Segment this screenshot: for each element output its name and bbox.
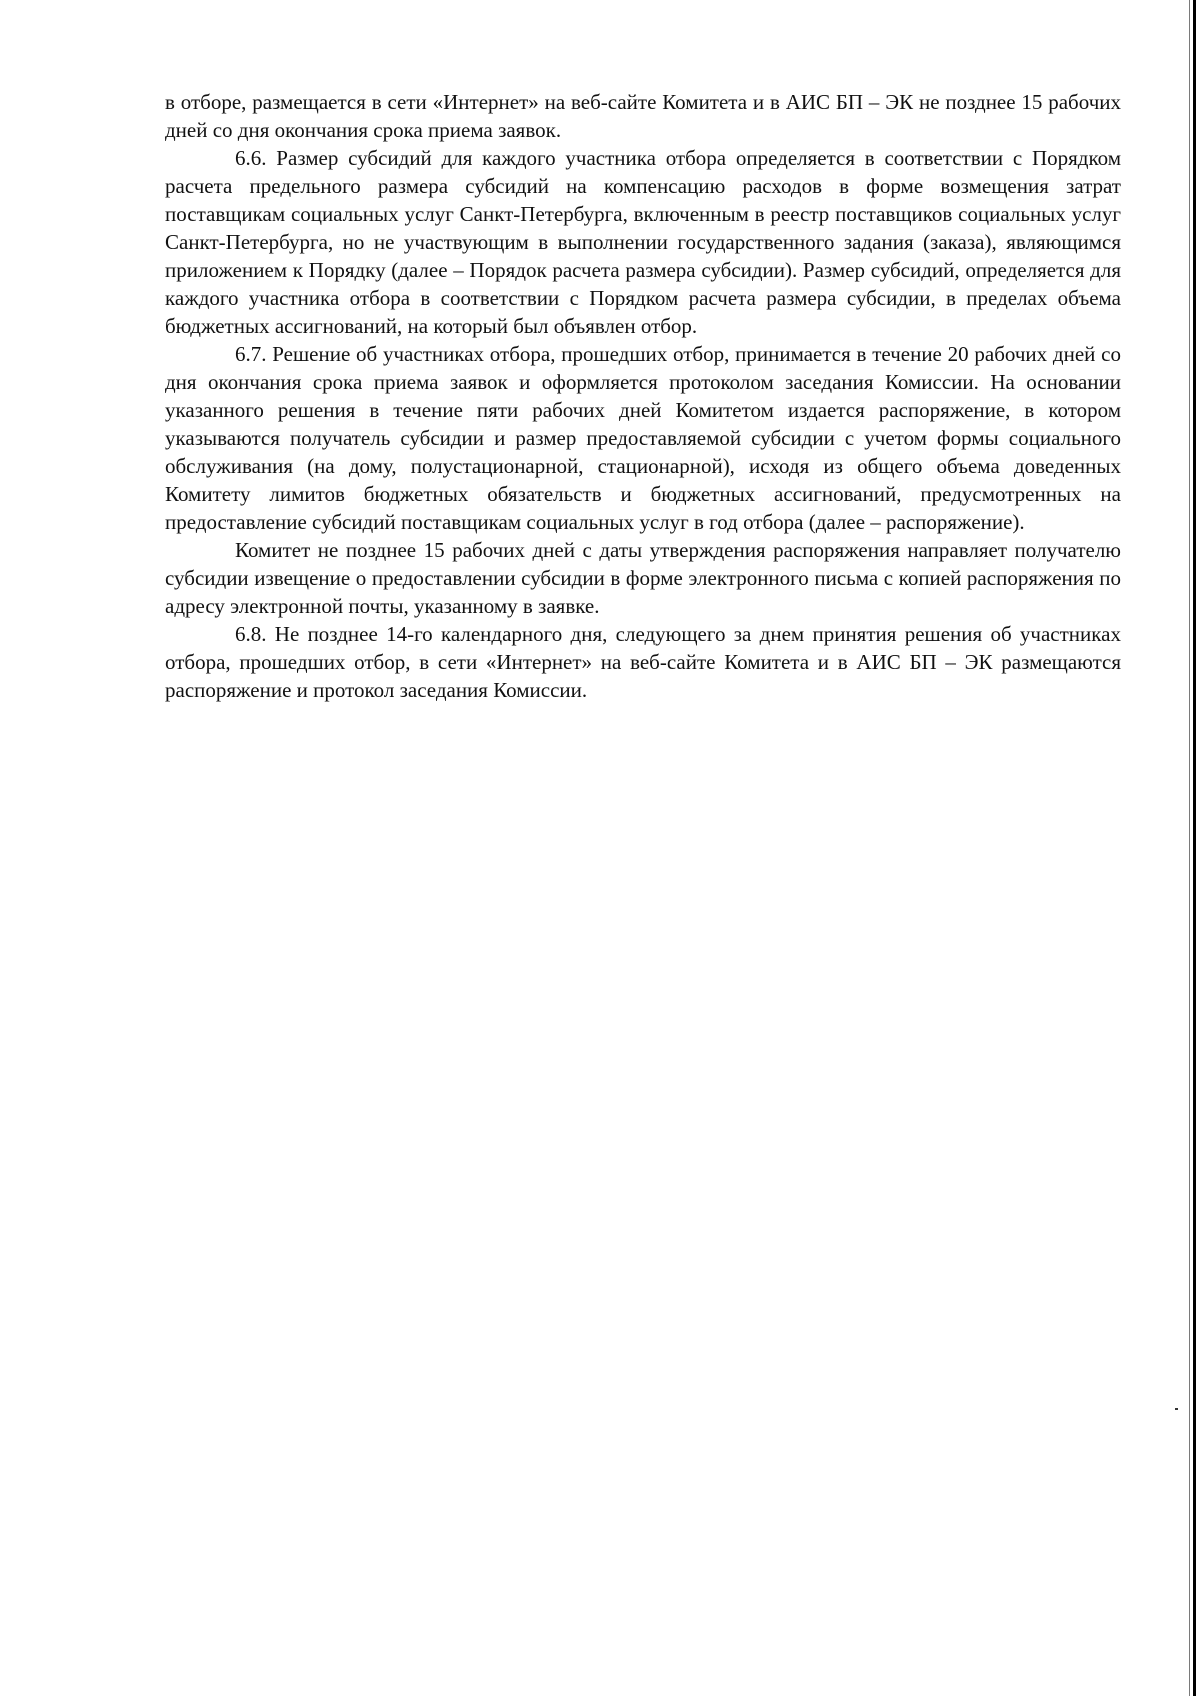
scan-border	[1193, 0, 1196, 1696]
document-body	[165, 88, 1121, 704]
scan-border-shadow	[1189, 0, 1190, 1696]
paragraph-6-7: 6.7. Решение об участниках отбора, прошедших отбор, принимается в течение 20 рабочих дней со дня окончания срока приема заявок и оформляется протоколом заседания Комиссии. На основании указанного решения в течение пяти рабочих дней Комитетом издается распоряжение, в котором указываются получатель субсидии и размер предоставляемой субсидии с учетом формы социального обслуживания (на дому, полустационарной, стационарной), исходя из общего объема доведенных Комитету лимитов бюджетных обязательств и бюджетных ассигнований, предусмотренных на предоставление субсидий поставщикам социальных услуг в год отбора (далее – распоряжение).	[165, 342, 1121, 534]
paragraph-6-6: 6.6. Размер субсидий для каждого участника отбора определяется в соответствии с Порядком расчета предельного размера субсидий на компенсацию расходов в форме возмещения затрат поставщикам социальных услуг Санкт-Петербурга, включенным в реестр поставщиков социальных услуг Санкт-Петербурга, но не участвующим в выполнении государственного задания (заказа), являющимся приложением к Порядку (далее – Порядок расчета размера субсидии). Размер субсидий, определяется для каждого участника отбора в соответствии с Порядком расчета размера субсидии, в пределах объема бюджетных ассигнований, на который был объявлен отбор.	[165, 146, 1121, 338]
paragraph-continuation: в отборе, размещается в сети «Интернет» на веб-сайте Комитета и в АИС БП – ЭК не позднее 15 рабочих дней со дня окончания срока приема заявок.	[165, 90, 1121, 142]
paragraph-committee-notice: Комитет не позднее 15 рабочих дней с даты утверждения распоряжения направляет получателю субсидии извещение о предоставлении субсидии в форме электронного письма с копией распоряжения по адресу электронной почты, указанному в заявке.	[165, 538, 1121, 618]
paragraph-6-8: 6.8. Не позднее 14-го календарного дня, следующего за днем принятия решения об участниках отбора, прошедших отбор, в сети «Интернет» на веб-сайте Комитета и в АИС БП – ЭК размещаются распоряжение и протокол заседания Комиссии.	[165, 622, 1121, 702]
scan-speck	[1175, 1408, 1178, 1410]
